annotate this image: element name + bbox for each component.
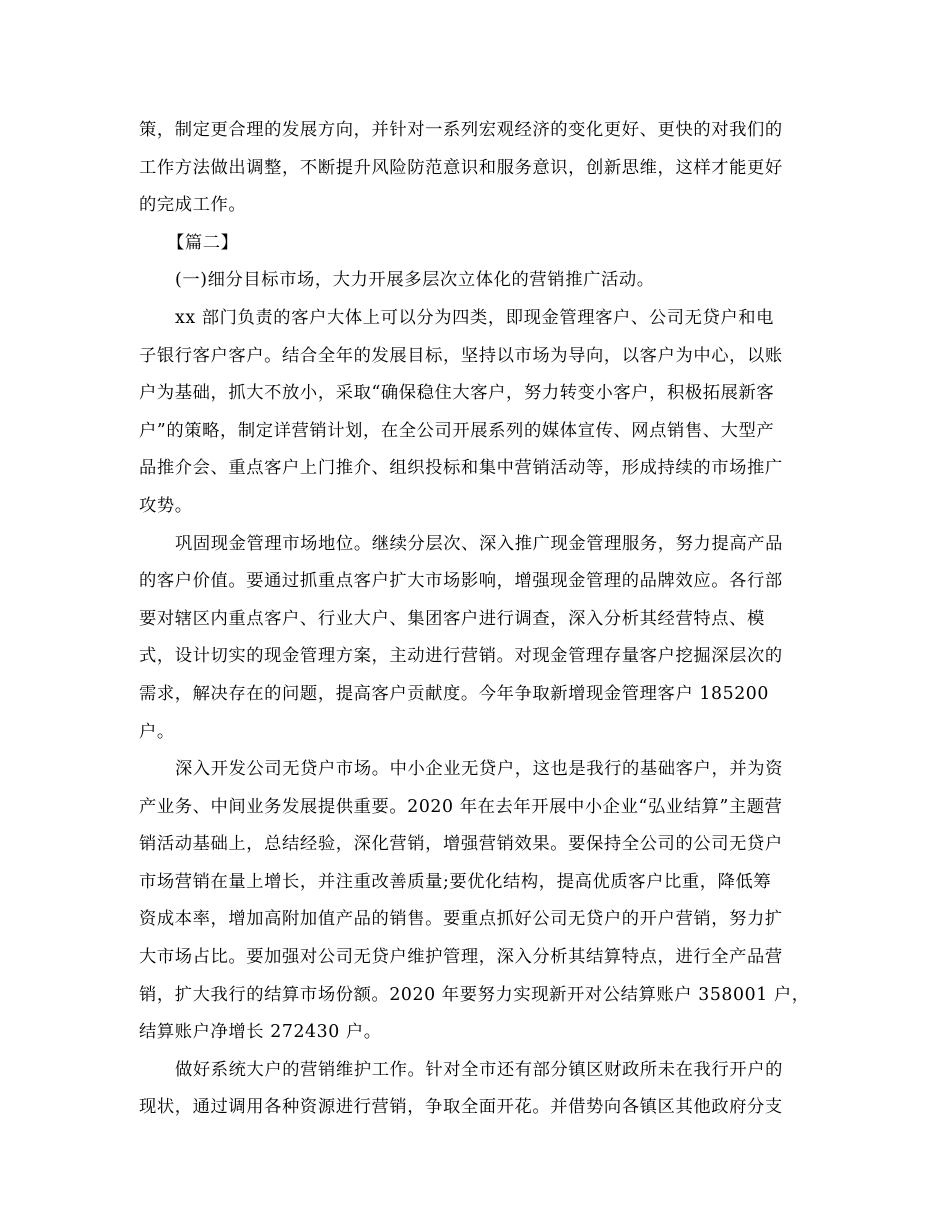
text-line: 销活动基础上，总结经验，深化营销，增强营销效果。要保持全公司的公司无贷户 bbox=[139, 834, 783, 855]
text-line: 市场营销在量上增长，并注重改善质量;要优化结构，提高优质客户比重，降低筹 bbox=[139, 871, 772, 892]
text-line: 户为基础，抓大不放小，采取“确保稳住大客户，努力转变小客户，积极拓展新客 bbox=[139, 383, 775, 404]
text-line: 式，设计切实的现金管理方案，主动进行营销。对现金管理存量客户挖掘深层次的 bbox=[139, 646, 783, 667]
text-line: 子银行客户客户。结合全年的发展目标，坚持以市场为导向，以客户为中心，以账 bbox=[139, 345, 783, 366]
text-line: 结算账户净增长 272430 户。 bbox=[139, 1022, 382, 1043]
text-line: 需求，解决存在的问题，提高客户贡献度。今年争取新增现金管理客户 185200 bbox=[139, 683, 769, 704]
document-body bbox=[139, 112, 819, 1127]
text-line: 资成本率，增加高附加值产品的销售。要重点抓好公司无贷户的开户营销，努力扩 bbox=[139, 909, 783, 930]
text-line: 要对辖区内重点客户、行业大户、集团客户进行调查，深入分析其经营特点、模 bbox=[139, 608, 765, 629]
text-line: 户。 bbox=[139, 721, 175, 742]
text-line: 攻势。 bbox=[139, 495, 193, 516]
text-line: 的客户价值。要通过抓重点客户扩大市场影响，增强现金管理的品牌效应。各行部 bbox=[139, 571, 783, 592]
text-line: xx 部门负责的客户大体上可以分为四类，即现金管理客户、公司无贷户和电 bbox=[175, 307, 774, 328]
text-line: 销，扩大我行的结算市场份额。2020 年要努力实现新开对公结算账户 358001 户， bbox=[139, 984, 810, 1005]
text-line: 做好系统大户的营销维护工作。针对全市还有部分镇区财政所未在我行开户的 bbox=[175, 1059, 783, 1080]
text-line: 深入开发公司无贷户市场。中小企业无贷户，这也是我行的基础客户，并为资 bbox=[175, 759, 783, 780]
text-line: 产业务、中间业务发展提供重要。2020 年在去年开展中小企业“弘业结算”主题营 bbox=[139, 796, 783, 817]
section-heading: 【篇二】 bbox=[167, 232, 239, 253]
text-line: 的完成工作。 bbox=[139, 195, 247, 216]
text-line: 品推介会、重点客户上门推介、组织投标和集中营销活动等，形成持续的市场推广 bbox=[139, 458, 783, 479]
text-line: 工作方法做出调整，不断提升风险防范意识和服务意识，创新思维，这样才能更好 bbox=[139, 157, 783, 178]
text-line: 大市场占比。要加强对公司无贷户维护管理，深入分析其结算特点，进行全产品营 bbox=[139, 947, 783, 968]
text-line: 策，制定更合理的发展方向，并针对一系列宏观经济的变化更好、更快的对我们的 bbox=[139, 120, 783, 140]
text-line: 户”的策略，制定详营销计划，在全公司开展系列的媒体宣传、网点销售、大型产 bbox=[139, 420, 775, 441]
text-line: 现状，通过调用各种资源进行营销，争取全面开花。并借势向各镇区其他政府分支 bbox=[139, 1097, 783, 1118]
text-line: 巩固现金管理市场地位。继续分层次、深入推广现金管理服务，努力提高产品 bbox=[175, 533, 783, 554]
subsection-heading: (一)细分目标市场，大力开展多层次立体化的营销推广活动。 bbox=[175, 270, 655, 291]
